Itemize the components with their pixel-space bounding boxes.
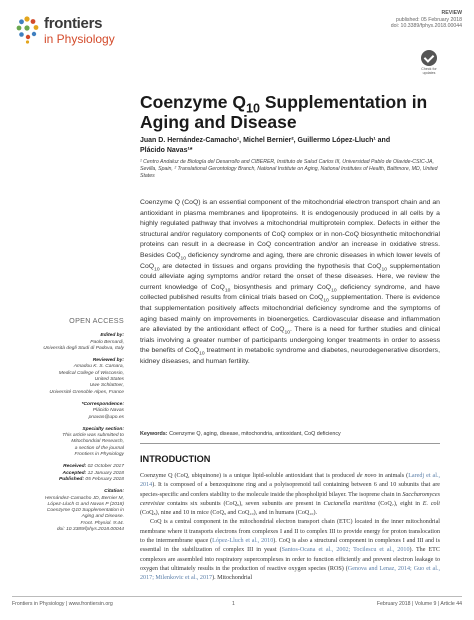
citation-link[interactable]: Santos-Ocana et al., 2002; Tocilescu et al., 2010 xyxy=(281,547,410,554)
citation-link[interactable]: Genova and Lenaz, 2014; Guo et al., 2017; Milenkovic et al., 2017 xyxy=(140,565,441,582)
title-part: Coenzyme Q xyxy=(140,92,246,112)
abstract-text: Coenzyme Q (CoQ) is an essential component of the mitochondrial electron transport chain and an antioxidant in plasma membranes and lipoproteins. It is endogenously produced in all cells by a highly regulated pathway that involves a mitochondrial multiprotein complex. Defects in either the structural and/or regulatory components of CoQ complex or in non-CoQ biosynthetic mitochondrial proteins can result in a decrease in CoQ concentration and/or an increase in oxidative stress. Besides CoQ xyxy=(140,199,440,259)
intro-paragraph: Coenzyme Q (CoQ, ubiquinone) is a unique lipid-soluble antioxidant that is produced de novo in animals (Laredj et al., 2014). It is composed of a benzoquinone ring and a polyisoprenoid tail containing between 6 and 10 subunits that are species-specific and confers stability to the molecule inside the phospholipid bilayer. The isoprene chain in Saccharomyces cerevisiae contains six subunits (CoQ₆), seven subunits are present in Cucianella maritima (CoQ₇), eight in E. coli (CoQ₈), nine and 10 in mice (CoQ₉ and CoQ₁₀), and in humans (CoQ₁₀). xyxy=(140,473,440,517)
abstract-text: supplementation could alleviate aging symptoms and/or retard the onset of these diseases. Here, we review the current knowledge of CoQ xyxy=(140,262,441,291)
footer-journal[interactable]: Frontiers in Physiology | www.frontiersin.org xyxy=(12,601,113,607)
abstract-text: supplementation. There is evidence that supplementation positively affects mitochondrial deficiency syndrome and the symptoms of aging based mainly on improvements in bioenergetics. Cardiovascular disease and inflammation are alleviated by the antioxidant effect of CoQ xyxy=(140,294,440,334)
footer-divider xyxy=(12,596,462,597)
edited-by-label: Edited by: xyxy=(100,333,124,339)
affiliations: ¹ Centro Andaluz de Biología del Desarrollo and CIBERER, Instituto de Salud Carlos III, Universidad Pablo de Olavide-CSIC-JA, Sevilla, Spain, ² Translational Gerontology Branch, National Institute on Aging, National Institutes of Health, Baltimore, MD, United States xyxy=(140,159,438,179)
correspondence-label: *Correspondence: xyxy=(81,401,124,407)
article-sidebar xyxy=(32,318,124,533)
frontiers-logo-icon xyxy=(12,15,42,45)
citation-link[interactable]: Laredj et al., 2014 xyxy=(140,473,440,489)
specialty-label: Specialty section: xyxy=(82,426,124,432)
reviewer-line: Université Grenoble Alpes, France xyxy=(49,389,124,395)
reviewer-line[interactable]: Uwe Schlattner, xyxy=(89,383,124,389)
abstract-text: . There is a need for further studies and clinical trials involving a greater number of participants undergoing longer treatments in order to assess the benefits of CoQ xyxy=(140,326,440,355)
article-type: REVIEW xyxy=(441,10,462,16)
footer-issue: February 2018 | Volume 9 | Article 44 xyxy=(376,601,462,607)
keywords-label: Keywords: xyxy=(140,431,168,437)
citation-line: Hernández-Camacho JD, Bernier M, xyxy=(44,495,124,501)
abstract-text: deficiency syndrome and aging, there are chronic diseases in which lower levels of CoQ xyxy=(140,251,440,270)
correspondence-email[interactable]: pnavas@upo.es xyxy=(88,414,124,420)
specialty-line: This article was submitted to xyxy=(62,433,124,439)
intro-heading: INTRODUCTION xyxy=(140,454,211,464)
brand-name: frontiers xyxy=(44,15,103,32)
accepted-date: Accepted: 12 January 2018 xyxy=(62,470,124,476)
authors-line[interactable]: Juan D. Hernández-Camacho¹, Michel Bernier², Guillermo López-Lluch¹ and xyxy=(140,137,391,144)
intro-body xyxy=(140,472,440,584)
check-updates-button[interactable] xyxy=(418,50,440,78)
article-doi[interactable]: doi: 10.3389/fphys.2018.00044 xyxy=(390,23,462,30)
article-dates xyxy=(32,464,124,483)
citation-doi[interactable]: doi: 10.3389/fphys.2018.00044 xyxy=(56,527,124,533)
article-title xyxy=(140,92,450,132)
abstract-text: deficiency syndrome, and have collected published results from clinical trials based on CoQ xyxy=(140,283,440,302)
reviewer-line: United States xyxy=(94,377,124,383)
received-date: Received: 02 October 2017 xyxy=(63,464,124,470)
article-meta xyxy=(391,10,462,30)
keywords xyxy=(140,431,440,437)
abstract-sub: 10 xyxy=(381,266,387,272)
title-part: Supplementation in Aging and Disease xyxy=(140,92,428,132)
editor-affiliation: Università degli Studi di Padova, Italy xyxy=(43,345,124,351)
abstract-text: biosynthesis and primary CoQ xyxy=(230,283,332,291)
abstract-sub: 10 xyxy=(323,298,329,304)
page-number: 1 xyxy=(232,601,235,607)
journal-name: in Physiology xyxy=(44,32,115,46)
open-access-label: OPEN ACCESS xyxy=(69,316,124,325)
frontiers-logo[interactable] xyxy=(12,14,130,48)
abstract-sub: 10 xyxy=(224,288,231,294)
reviewer-line: Medical College of Wisconsin, xyxy=(58,370,124,376)
keywords-list: Coenzyme Q, aging, disease, mitochondria, antioxidant, CoQ deficiency xyxy=(169,431,341,437)
author-list xyxy=(140,136,440,155)
title-subscript: 10 xyxy=(246,101,261,116)
reviewer-line[interactable]: Amadou K. S. Camara, xyxy=(73,364,124,370)
published-date: published: 05 February 2018 xyxy=(395,16,462,23)
specialty-line[interactable]: Mitochondrial Research, xyxy=(71,439,124,445)
abstract-text: treatment in metabolic syndrome and diabetes, neurodegenerative disorders, kidney diseases, and human fertility. xyxy=(140,347,440,365)
section-divider xyxy=(140,443,440,444)
check-updates-label: Check for updates xyxy=(421,67,437,75)
check-updates-icon xyxy=(421,50,437,66)
citation-link[interactable]: López-Lluch et al., 2010 xyxy=(212,538,274,545)
abstract xyxy=(140,198,440,368)
specialty-line[interactable]: Frontiers in Physiology xyxy=(74,452,124,458)
abstract-sub: 10 xyxy=(331,288,337,294)
abstract-sub: 10 xyxy=(199,351,205,357)
citation-line: Aging and Disease. xyxy=(81,514,124,520)
specialty-line: a section of the journal xyxy=(74,445,124,451)
correspondence-name: Plácido Navas xyxy=(92,408,124,414)
abstract-text: are detected in tissues and organs providing the hypothesis that CoQ xyxy=(159,262,382,270)
citation-line: Coenzyme Q10 Supplementation in xyxy=(46,508,124,514)
citation-line: Front. Physiol. 9:44. xyxy=(80,520,124,526)
authors-line[interactable]: Plácido Navas¹* xyxy=(140,146,193,154)
citation-line: López-Lluch G and Navas P (2018) xyxy=(47,501,124,507)
abstract-sub: 10 xyxy=(154,266,160,272)
published-date-sidebar: Published: 05 February 2018 xyxy=(59,476,124,482)
intro-paragraph: CoQ is a central component in the mitochondrial electron transport chain (ETC) located in the inner mitochondrial membrane where it transports electrons from complexes I and II to complex III to provide energy for proton translocation to the intermembrane space (López-Lluch et al., 2010). CoQ is also a structural component in complexes I and III and is essential in the stabilization of complex III in yeast (Santos-Ocana et al., 2002; Tocilescu et al., 2010). The ETC complexes are assembled into respiratory supercomplexes in order to function efficiently and prevent electron leakage to oxygen that ultimately results in the production of reactive oxygen species (ROS) (Genova and Lenaz, 2014; Guo et al., 2017; Milenkovic et al., 2017). Mitochondrial xyxy=(140,519,441,582)
editor-name[interactable]: Paolo Bernardi, xyxy=(90,339,124,345)
citation-label: Citation: xyxy=(104,489,124,495)
reviewed-by-label: Reviewed by: xyxy=(92,358,124,364)
abstract-sub: 10 xyxy=(284,330,290,336)
abstract-sub: 10 xyxy=(180,256,186,262)
